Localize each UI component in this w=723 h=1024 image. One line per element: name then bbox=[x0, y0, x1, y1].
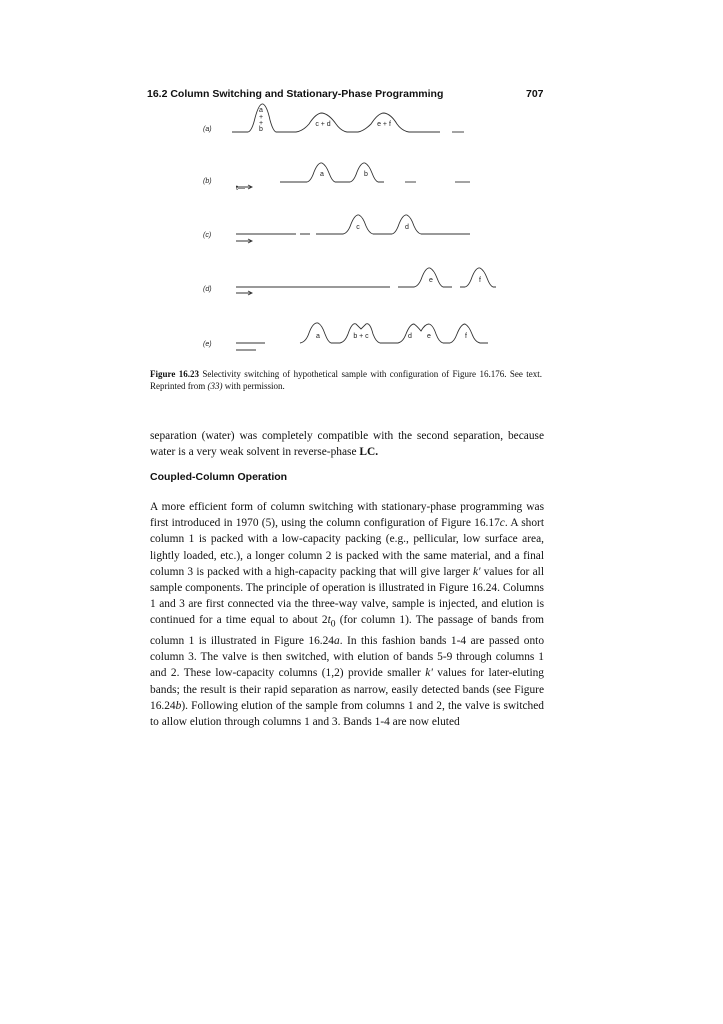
p2-italic-3: t bbox=[327, 614, 331, 627]
figure-caption-tail: with permission. bbox=[222, 381, 285, 391]
paragraph-continued-text: separation (water) was completely compatible with the second separation, because water is a very weak solvent in reverse-phase bbox=[150, 430, 544, 458]
figure-16-23-chromatograms bbox=[150, 100, 570, 360]
paragraph-continued bbox=[150, 428, 544, 460]
chromatogram-a bbox=[232, 104, 464, 132]
paragraph-coupled-column bbox=[150, 499, 544, 730]
peak-label-d-e: e bbox=[429, 277, 433, 284]
p2-italic-4: a bbox=[334, 634, 340, 647]
panel-label-e: (e) bbox=[203, 341, 212, 348]
p2-seg-7: ). Following elution of the sample from columns 1 and 2, the valve is switched to allow elution through columns 1 and 3. Bands 1-4 are now eluted bbox=[150, 699, 544, 728]
time-arrow-d bbox=[236, 291, 252, 295]
paragraph-continued-bold: LC. bbox=[359, 446, 379, 458]
p2-italic-1: c bbox=[499, 517, 505, 530]
page-number: 707 bbox=[526, 88, 544, 100]
peak-label-b: b bbox=[259, 126, 263, 133]
peak-label-cd: c + d bbox=[315, 121, 331, 128]
peak-label-plus-2: + bbox=[258, 120, 264, 127]
peak-label-c-d: d bbox=[405, 224, 409, 231]
figure-caption-text: Selectivity switching of hypothetical sample with configuration of Figure 16.176. See text. Reprinted from bbox=[150, 369, 542, 391]
peak-label-e-d: d bbox=[408, 333, 412, 340]
p2-seg-2: . A short column 1 is packed with a low-capacity packing (e.g., pellicular, low surface area, lightly loaded, etc.), a longer column 2 is packed with the same material, and a final column 3 is packed with a high-capacity packing that will give larger bbox=[150, 517, 544, 578]
p2-seg-3: values for all sample components. The principle of operation is illustrated in Figure 16.24. Columns 1 and 3 are first connected via the three-way valve, sample is injected, and elution is continued for a time equal to about 2 bbox=[150, 565, 544, 627]
figure-caption-label: Figure 16.23 bbox=[150, 369, 199, 379]
peak-label-e-e: e bbox=[427, 333, 431, 340]
peak-label-ef: e + f bbox=[377, 121, 391, 128]
peak-label-b-b: b bbox=[364, 171, 368, 178]
p2-italic-6: b bbox=[175, 699, 182, 712]
panel-label-b: (b) bbox=[203, 178, 212, 185]
chromatogram-b bbox=[236, 163, 470, 189]
p2-italic-2: k' bbox=[472, 565, 481, 578]
time-marker: t— bbox=[236, 185, 245, 192]
peak-label-plus-1: + bbox=[258, 114, 264, 121]
chromatogram-c bbox=[236, 215, 470, 243]
peak-label-e-a: a bbox=[316, 333, 320, 340]
p2-italic-5: k' bbox=[425, 667, 433, 680]
p2-seg-5: . In this fashion bands 1-4 are passed onto column 3. The valve is then switched, with elution of bands 5-9 through columns 1 and 2. These low-capacity columns (1,2) provide smaller bbox=[150, 634, 545, 680]
chromatogram-d-trace bbox=[236, 268, 496, 287]
p2-seg-6: values for later-eluting bands; the result is their rapid separation as narrow, easily detected bands (see Figure 16.24 bbox=[150, 667, 544, 712]
figure-caption bbox=[150, 368, 542, 392]
figure-caption-ref: (33) bbox=[207, 381, 223, 391]
peak-label-d-f: f bbox=[479, 277, 481, 284]
chromatogram-c-trace bbox=[236, 215, 470, 234]
peak-label-e-bc: b + c bbox=[353, 333, 369, 340]
peak-label-b-a: a bbox=[320, 171, 324, 178]
running-header-title: 16.2 Column Switching and Stationary-Phase Programming bbox=[147, 88, 444, 100]
peak-label-c-c: c bbox=[356, 224, 360, 231]
p2-seg-4: (for column 1). The passage of bands from column 1 is illustrated in Figure 16.24 bbox=[150, 614, 544, 647]
panel-label-a: (a) bbox=[203, 126, 212, 133]
chromatogram-b-trace bbox=[280, 163, 384, 182]
peak-label-e-f: f bbox=[465, 333, 467, 340]
chromatogram-a-trace bbox=[232, 104, 440, 132]
peak-label-a: a bbox=[259, 107, 263, 114]
panel-label-d: (d) bbox=[203, 286, 212, 293]
p2-subscript: 0 bbox=[330, 619, 336, 630]
chromatogram-d bbox=[236, 268, 496, 295]
time-arrow-c bbox=[236, 239, 252, 243]
p2-seg-1: A more efficient form of column switching with stationary-phase programming was first introduced in 1970 (5), using the column configuration of Figure 16.17 bbox=[150, 501, 544, 530]
section-heading: Coupled-Column Operation bbox=[150, 471, 288, 483]
panel-label-c: (c) bbox=[203, 232, 212, 239]
